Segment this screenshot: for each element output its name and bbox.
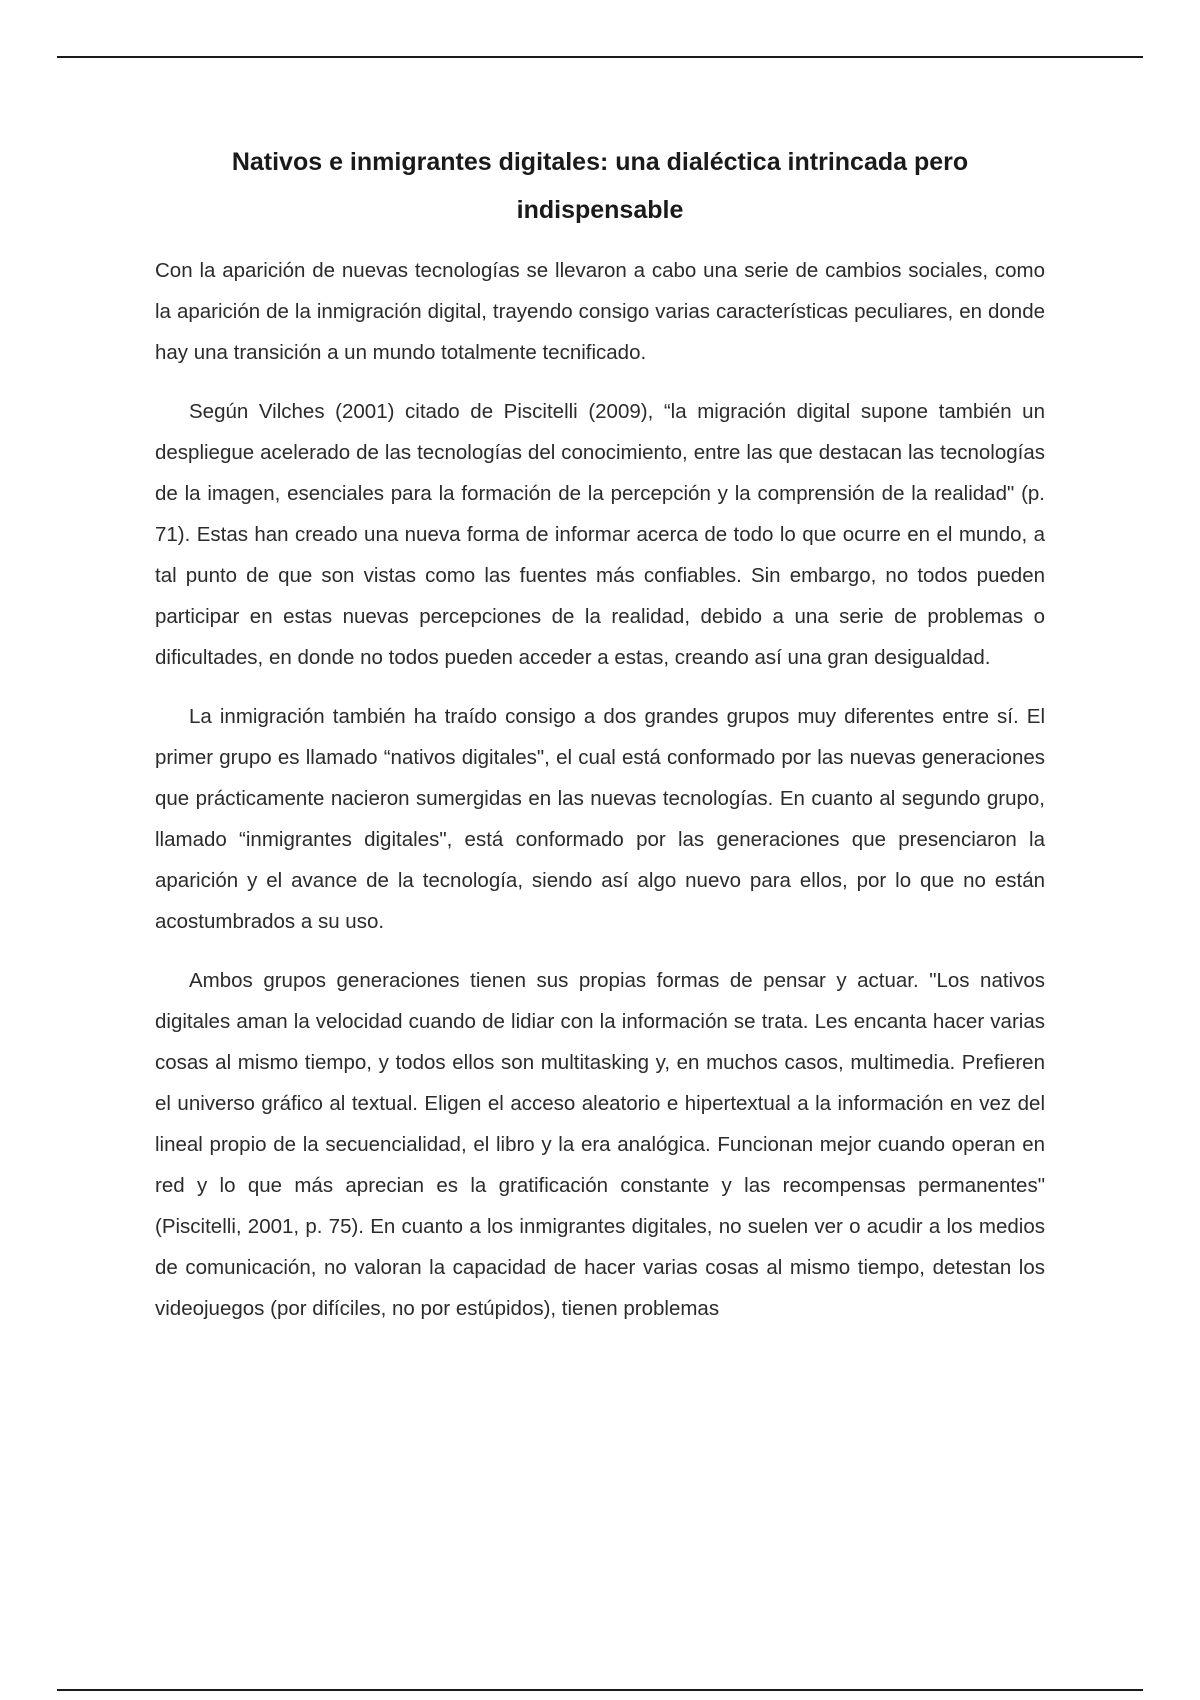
footer-rule [57,1689,1143,1691]
paragraph-3: La inmigración también ha traído consigo a dos grandes grupos muy diferentes entre sí. El primer grupo es llamado “nativos digitales", el cual está conformado por las nuevas generaciones que prácticamente nacieron sumergidas en las nuevas tecnologías. En cuanto al segundo grupo, llamado “inmigrantes digitales", está conformado por las generaciones que presenciaron la aparición y el avance de la tecnología, siendo así algo nuevo para ellos, por lo que no están acostumbrados a su uso. [155,705,1045,933]
paragraph-2: Según Vilches (2001) citado de Piscitelli (2009), “la migración digital supone también un despliegue acelerado de las tecnologías del conocimiento, entre las que destacan las tecnologías de la imagen, esenciales para la formación de la percepción y la comprensión de la realidad" (p. 71). Estas han creado una nueva forma de informar acerca de todo lo que ocurre en el mundo, a tal punto de que son vistas como las fuentes más confiables. Sin embargo, no todos pueden participar en estas nuevas percepciones de la realidad, debido a una serie de problemas o dificultades, en donde no todos pueden acceder a estas, creando así una gran desigualdad. [155,400,1045,669]
document-title: Nativos e inmigrantes digitales: una dialéctica intrincada pero indispensable [231,148,969,224]
paragraph-1: Con la aparición de nuevas tecnologías se llevaron a cabo una serie de cambios sociales, como la aparición de la inmigración digital, trayendo consigo varias características peculiares, en donde hay una transición a un mundo totalmente tecnificado. [155,259,1045,364]
document-page [155,138,1045,1329]
header-rule [57,56,1143,58]
paragraph-4: Ambos grupos generaciones tienen sus propias formas de pensar y actuar. "Los nativos digitales aman la velocidad cuando de lidiar con la información se trata. Les encanta hacer varias cosas al mismo tiempo, y todos ellos son multitasking y, en muchos casos, multimedia. Prefieren el universo gráfico al textual. Eligen el acceso aleatorio e hipertextual a la información en vez del lineal propio de la secuencialidad, el libro y la era analógica. Funcionan mejor cuando operan en red y lo que más aprecian es la gratificación constante y las recompensas permanentes" (Piscitelli, 2001, p. 75). En cuanto a los inmigrantes digitales, no suelen ver o acudir a los medios de comunicación, no valoran la capacidad de hacer varias cosas al mismo tiempo, detestan los videojuegos (por difíciles, no por estúpidos), tienen problemas [155,969,1045,1320]
